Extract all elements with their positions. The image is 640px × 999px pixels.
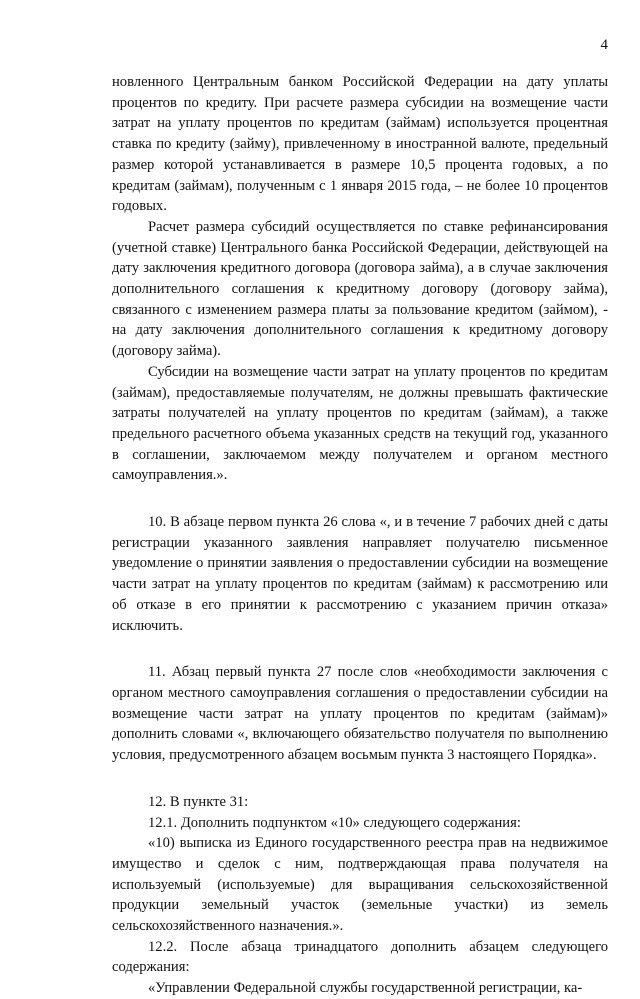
paragraph-item-10: 10. В абзаце первом пункта 26 слова «, и в течение 7 рабочих дней с даты регистрации указанного заявления направляет получателю письменное уведомление о принятии заявления о предоставлении субсидии на возмещение части затрат на уплату процентов по кредитам (займам) к рассмотрению или об отказе в его принятии к рассмотрению с указанием причин отказа» исключить. — [112, 514, 608, 634]
paragraph-item-12-heading: 12. В пункте 31: — [148, 793, 249, 810]
paragraph-registration-service: «Управлении Федеральной службы государственной регистрации, ка- — [148, 980, 583, 997]
paragraph-subsidy-calculation: Расчет размера субсидий осуществляется по ставке рефинансирования (учетной ставке) Центрального банка Российской Федерации, действующей на дату заключения кредитного договора (договора займа), а в случае заключения дополнительного соглашения к кредитному договору (договору займа), связанного с изменением размера платы за пользование кредитом (займом), - на дату заключения дополнительного соглашения к кредитному договору (договору займа). — [112, 218, 608, 360]
paragraph-item-12-1: 12.1. Дополнить подпунктом «10» следующего содержания: — [148, 814, 521, 831]
paragraph-subitem-10-extract: «10) выписка из Единого государственного реестра прав на недвижимое имущество и сделок с ним, подтверждающая права получателя на используемый (используемые) для выращивания сельскохозяйственной продукции земельный участок (земельные участки) из земель сельскохозяйственного назначения.». — [112, 835, 608, 935]
paragraph-subsidy-limits: Субсидии на возмещение части затрат на уплату процентов по кредитам (займам), предоставляемые получателям, не должны превышать фактические затраты получателей на уплату процентов по кредитам (займам), а также предельного расчетного объема указанных средств на текущий год, указанного в соглашении, заключаемом между получателем и органом местного самоуправления.». — [112, 363, 608, 484]
document-body — [112, 72, 608, 999]
page-number: 4 — [600, 37, 608, 53]
paragraph-item-11: 11. Абзац первый пункта 27 после слов «необходимости заключения с органом местного самоуправления соглашения о предоставлении субсидии на возмещение части затрат на уплату процентов по кредитам (займам)» дополнить словами «, включающего обязательство получателя по выполнению условия, предусмотренного абзацем восьмым пункта 3 настоящего Порядка». — [112, 664, 608, 764]
paragraph-continuation-rate-calculation: новленного Центральным банком Российской Федерации на дату уплаты процентов по кредиту. При расчете размера субсидии на возмещение части затрат на уплату процентов по кредитам (займам) используется процентная ставка по кредиту (займу), привлеченному в иностранной валюте, предельный размер которой устанавливается в размере 10,5 процента годовых, а по кредитам (займам), полученным с 1 января 2015 года, – не более 10 процентов годовых. — [112, 74, 608, 215]
paragraph-item-12-2: 12.2. После абзаца тринадцатого дополнить абзацем следующего содержания: — [112, 938, 608, 976]
